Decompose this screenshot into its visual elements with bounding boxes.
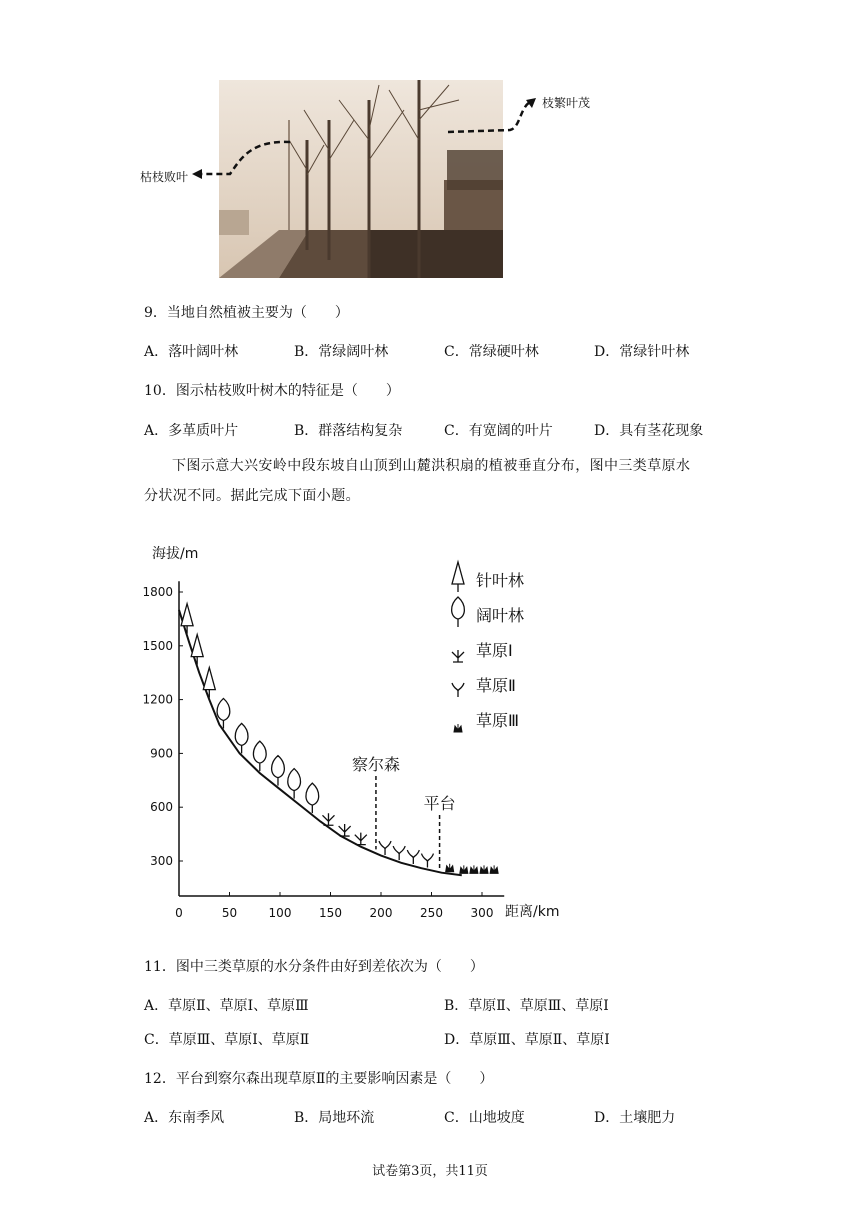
x-tick-label: 200 xyxy=(369,906,393,920)
page-footer: 试卷第3页，共11页 xyxy=(372,1164,488,1179)
grass3-mark xyxy=(446,864,454,872)
grass2-mark xyxy=(407,850,419,864)
legend-grass1-icon xyxy=(452,650,464,662)
y-tick-label: 600 xyxy=(150,800,173,815)
q12-option-d: D．土壤肥力 xyxy=(594,1110,676,1126)
q12-option-a: A．东南季风 xyxy=(144,1110,225,1126)
grass2-mark xyxy=(379,841,391,855)
broadleaf-mark xyxy=(306,783,319,813)
intro-line-2: 分状况不同。据此完成下面小题。 xyxy=(144,488,360,504)
label-withered: 枯枝败叶 xyxy=(140,170,189,184)
terrain-profile-line xyxy=(179,610,462,875)
q9-option-b: B．常绿阔叶林 xyxy=(294,344,389,360)
legend-conifer-icon xyxy=(452,562,464,592)
grass1-mark xyxy=(339,824,351,836)
question-10-stem: 10．图示枯枝败叶树木的特征是（ ） xyxy=(144,383,400,399)
legend-broadleaf-icon xyxy=(452,597,465,627)
q9-option-a: A．落叶阔叶林 xyxy=(144,344,239,360)
y-tick-label: 300 xyxy=(150,854,173,868)
annotation-label: 察尔森 xyxy=(351,755,400,774)
grass2-mark xyxy=(393,846,405,860)
q9-option-d: D．常绿针叶林 xyxy=(594,344,690,360)
legend-label: 阔叶林 xyxy=(476,606,525,625)
y-tick-label: 1800 xyxy=(142,585,173,599)
x-axis-label: 距离/km xyxy=(505,904,560,920)
intro-line-1: 下图示意大兴安岭中段东坡自山顶到山麓洪积扇的植被垂直分布，图中三类草原水 xyxy=(172,458,691,474)
grass1-mark xyxy=(355,833,367,845)
annotation-label: 平台 xyxy=(423,794,456,813)
q9-option-c: C．常绿硬叶林 xyxy=(444,344,539,360)
legend-grass3-icon xyxy=(454,724,462,732)
grass2-mark xyxy=(421,854,433,868)
grass3-mark xyxy=(460,865,468,873)
q11-option-a: A．草原Ⅱ、草原Ⅰ、草原Ⅲ xyxy=(144,998,309,1014)
q10-option-a: A．多革质叶片 xyxy=(144,423,239,439)
y-tick-label: 1200 xyxy=(142,692,173,707)
x-tick-label: 250 xyxy=(420,906,443,920)
q11-option-c: C．草原Ⅲ、草原Ⅰ、草原Ⅱ xyxy=(144,1032,310,1048)
broadleaf-mark xyxy=(253,741,266,771)
legend-label: 针叶林 xyxy=(476,571,525,590)
grass3-mark xyxy=(480,865,488,873)
broadleaf-mark xyxy=(288,769,301,799)
x-tick-label: 150 xyxy=(319,906,342,920)
q11-option-b: B．草原Ⅱ、草原Ⅲ、草原Ⅰ xyxy=(444,998,609,1014)
q11-option-d: D．草原Ⅲ、草原Ⅱ、草原Ⅰ xyxy=(444,1032,610,1048)
legend-label: 草原Ⅰ xyxy=(476,641,513,660)
legend-label: 草原Ⅲ xyxy=(476,711,520,730)
q12-option-c: C．山地坡度 xyxy=(444,1110,525,1126)
q10-option-d: D．具有茎花现象 xyxy=(594,423,704,439)
question-9-stem: 9．当地自然植被主要为（ ） xyxy=(144,305,349,321)
grass3-mark xyxy=(470,865,478,873)
question-12-stem: 12．平台到察尔森出现草原Ⅱ的主要影响因素是（ ） xyxy=(144,1071,494,1087)
x-tick-label: 50 xyxy=(221,906,238,920)
legend-grass2-icon xyxy=(452,683,464,697)
conifer-mark xyxy=(181,604,193,634)
y-axis-label: 海拔/m xyxy=(152,546,199,562)
x-tick-label: 100 xyxy=(268,906,292,920)
q10-option-b: B．群落结构复杂 xyxy=(294,423,403,439)
q12-option-b: B．局地环流 xyxy=(294,1110,375,1126)
label-lush: 枝繁叶茂 xyxy=(542,96,591,110)
broadleaf-mark xyxy=(272,756,285,786)
conifer-mark xyxy=(203,668,215,698)
y-tick-label: 900 xyxy=(150,746,173,761)
y-tick-label: 1500 xyxy=(142,638,173,653)
legend-label: 草原Ⅱ xyxy=(476,676,516,695)
conifer-mark xyxy=(191,635,203,665)
x-tick-label: 300 xyxy=(470,906,494,920)
q10-option-c: C．有宽阔的叶片 xyxy=(444,423,553,439)
question-11-stem: 11．图中三类草原的水分条件由好到差依次为（ ） xyxy=(144,959,484,975)
x-tick-label: 0 xyxy=(175,906,183,920)
grass3-mark xyxy=(490,865,498,873)
